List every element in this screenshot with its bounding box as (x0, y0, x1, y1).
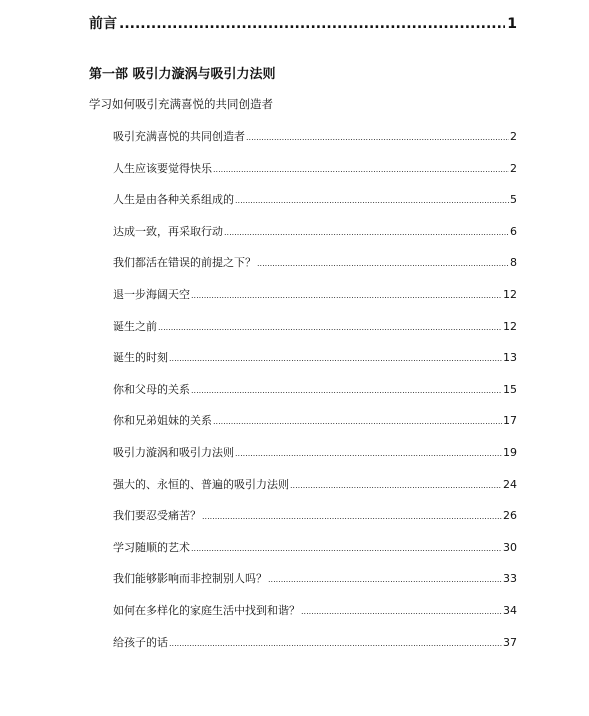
toc-entry[interactable] (113, 160, 517, 192)
dot-leader (213, 417, 502, 426)
toc-entry-list (113, 128, 517, 665)
preface-page-number: 1 (507, 16, 517, 32)
toc-entry-page-number: 2 (510, 130, 517, 143)
dot-leader (235, 449, 502, 458)
dot-leader (301, 607, 502, 616)
toc-entry[interactable] (113, 286, 517, 318)
toc-entry-title: 如何在多样化的家庭生活中找到和谐？ (113, 603, 300, 617)
toc-entry-page-number: 15 (503, 382, 517, 396)
toc-entry[interactable] (113, 223, 517, 255)
toc-entry-title: 诞生的时刻 (113, 351, 168, 365)
toc-entry-title: 人生是由各种关系组成的 (113, 193, 234, 207)
toc-entry-page-number: 26 (503, 509, 517, 523)
toc-entry-title: 强大的、永恒的、普遍的吸引力法则 (113, 477, 289, 491)
toc-entry[interactable] (113, 191, 517, 223)
dot-leader (158, 323, 502, 332)
toc-entry-page-number: 30 (503, 540, 517, 554)
toc-entry[interactable] (113, 507, 517, 539)
toc-entry-title: 退一步海阔天空 (113, 287, 190, 301)
toc-entry-title: 人生应该要觉得快乐 (113, 161, 212, 175)
toc-entry[interactable] (113, 444, 517, 476)
toc-entry-title: 我们要忍受痛苦？ (113, 509, 201, 523)
section-heading: 学习如何吸引充满喜悦的共同创造者 (89, 97, 273, 111)
toc-entry[interactable] (113, 381, 517, 413)
dot-leader (257, 259, 509, 268)
toc-entry[interactable] (113, 318, 517, 350)
toc-entry[interactable] (113, 602, 517, 634)
toc-entry-title: 吸引力漩涡和吸引力法则 (113, 445, 234, 459)
toc-entry-title: 我们都活在错误的前提之下？ (113, 256, 256, 270)
toc-entry[interactable] (113, 476, 517, 508)
toc-entry-title: 吸引充满喜悦的共同创造者 (113, 130, 245, 143)
toc-entry[interactable] (113, 254, 517, 286)
dot-leader (246, 133, 509, 142)
dot-leader (290, 481, 502, 490)
dot-leader (213, 165, 509, 174)
toc-entry[interactable] (113, 539, 517, 571)
toc-entry-title: 诞生之前 (113, 319, 157, 333)
dot-leader (169, 354, 502, 363)
toc-entry-page-number: 2 (510, 161, 517, 175)
dot-leader (191, 544, 502, 553)
toc-entry-page-number: 19 (503, 445, 517, 459)
toc-entry-page-number: 6 (510, 224, 517, 238)
dot-leader (235, 196, 509, 205)
dot-leader (169, 639, 502, 648)
toc-entry-page-number: 34 (503, 603, 517, 617)
toc-entry-page-number: 33 (503, 572, 517, 586)
toc-entry[interactable] (113, 128, 517, 160)
toc-entry-page-number: 12 (503, 319, 517, 333)
part-heading: 第一部 吸引力漩涡与吸引力法则 (89, 67, 276, 82)
toc-entry-title: 你和父母的关系 (113, 382, 190, 396)
toc-entry-page-number: 5 (510, 193, 517, 207)
toc-entry-title: 我们能够影响而非控制别人吗？ (113, 572, 267, 586)
toc-entry[interactable] (113, 634, 517, 666)
toc-entry-title: 达成一致，再采取行动 (113, 224, 223, 238)
toc-entry[interactable] (113, 349, 517, 381)
dot-leader (191, 386, 502, 395)
toc-entry[interactable] (113, 570, 517, 602)
toc-entry[interactable] (113, 412, 517, 444)
toc-entry-title: 你和兄弟姐妹的关系 (113, 414, 212, 428)
dot-leader (268, 575, 502, 584)
dot-leader (224, 228, 509, 237)
toc-entry-page-number: 13 (503, 351, 517, 365)
dot-leader (119, 16, 505, 32)
dot-leader (202, 512, 502, 521)
toc-entry-page-number: 12 (503, 287, 517, 301)
preface-title: 前言 (89, 16, 117, 32)
toc-entry-page-number: 17 (503, 414, 517, 428)
toc-entry-page-number: 37 (503, 635, 517, 649)
toc-entry-title: 给孩子的话 (113, 635, 168, 649)
toc-entry-title: 学习随顺的艺术 (113, 540, 190, 554)
toc-entry-page-number: 24 (503, 477, 517, 491)
toc-entry-page-number: 8 (510, 256, 517, 270)
toc-preface-line[interactable] (89, 13, 517, 33)
dot-leader (191, 291, 502, 300)
